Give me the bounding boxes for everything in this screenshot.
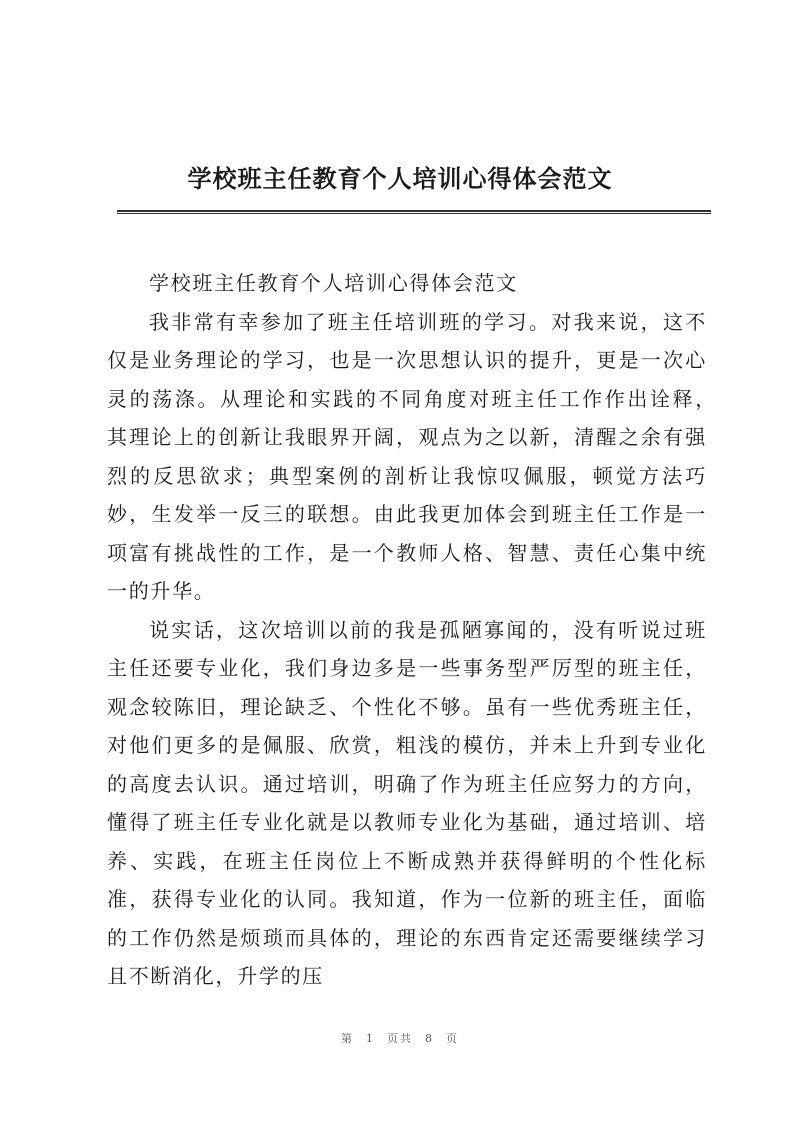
footer-page-suffix: 页 <box>446 1032 459 1045</box>
body-paragraph: 学校班主任教育个人培训心得体会范文 <box>149 271 518 295</box>
body-paragraph: 我非常有幸参加了班主任培训班的学习。对我来说，这不仅是业务理论的学习，也是一次思想认识的提升，更是一次心灵的荡涤。从理论和实践的不同角度对班主任工作作出诠释， 其理论上的创新让我眼界开阔，观点为之以新，清醒之余有强烈的反思欲求；典型案例的剖析让我惊叹佩服，顿觉方法巧妙，生发举一反三的联想。由此我更加体会到班主任工作是一项富有挑战性的工作，是一个教师人格、智慧、责任心集中统一的升华。 <box>107 309 729 603</box>
footer-page-number: 1 <box>366 1032 375 1045</box>
footer-total-pages: 8 <box>425 1032 434 1045</box>
document-body <box>107 264 729 996</box>
body-paragraph: 说实话，这次培训以前的我是孤陋寡闻的，没有听说过班主任还要专业化，我们身边多是一些事务型严厉型的班主任，观念较陈旧，理论缺乏、个性化不够。虽有一些优秀班主任，对他们更多的是佩服、欣赏，粗浅的模仿，并未上升到专业化的高度去认识。通过培训，明确了作为班主任应努力的方向，懂得了班主任专业化就是以教师专业化为基础，通过培训、培养、实践，在班主任岗位上不断成熟并获得鲜明的个性化标准，获得专业化的认同。我知道，作为一位新的班主任，面临的工作仍然是烦琐而具体的，理论的东西肯定还需要继续学习且不断消化，升学的压 <box>107 617 707 988</box>
document-title: 学校班主任教育个人培训心得体会范文 <box>187 164 613 193</box>
footer-page-prefix: 第 <box>341 1032 354 1045</box>
page-footer <box>0 1030 800 1046</box>
footer-page-middle: 页共 <box>387 1032 413 1045</box>
title-divider <box>117 210 711 214</box>
